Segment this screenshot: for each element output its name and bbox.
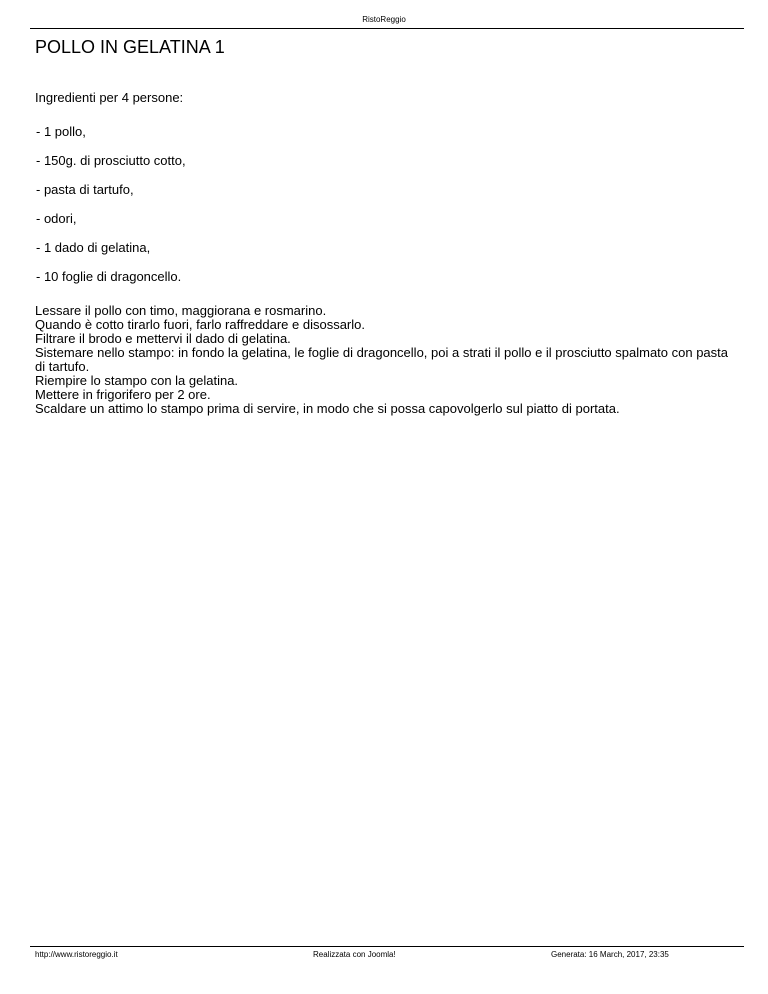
step-line: Mettere in frigorifero per 2 ore. bbox=[35, 387, 211, 402]
ingredients-list bbox=[36, 124, 186, 298]
step-line: Scaldare un attimo lo stampo prima di servire, in modo che si possa capovolgerlo sul piatto di portata. bbox=[35, 401, 620, 416]
footer-site-url: http://www.ristoreggio.it bbox=[35, 950, 118, 959]
footer-divider bbox=[30, 946, 744, 947]
preparation-steps bbox=[35, 304, 740, 416]
ingredient-item: - 10 foglie di dragoncello. bbox=[36, 269, 182, 284]
ingredient-item: - 1 dado di gelatina, bbox=[36, 240, 151, 255]
page-title: POLLO IN GELATINA 1 bbox=[35, 37, 225, 57]
ingredient-item: - pasta di tartufo, bbox=[36, 182, 134, 197]
ingredient-item: - 1 pollo, bbox=[36, 124, 86, 139]
footer-generated-date: Generata: 16 March, 2017, 23:35 bbox=[551, 950, 669, 959]
footer-made-with: Realizzata con Joomla! bbox=[313, 950, 396, 959]
ingredients-intro: Ingredienti per 4 persone: bbox=[35, 90, 184, 105]
ingredient-item: - odori, bbox=[36, 211, 77, 226]
site-name-header: RistoReggio bbox=[362, 15, 406, 24]
step-line: Riempire lo stampo con la gelatina. bbox=[35, 373, 239, 388]
step-line: Lessare il pollo con timo, maggiorana e rosmarino. bbox=[35, 303, 327, 318]
step-line: Sistemare nello stampo: in fondo la gelatina, le foglie di dragoncello, poi a strati il pollo e il prosciutto spalmato con pasta di tartufo. bbox=[35, 345, 729, 374]
header-divider bbox=[30, 28, 744, 29]
step-line: Filtrare il brodo e mettervi il dado di gelatina. bbox=[35, 331, 291, 346]
step-line: Quando è cotto tirarlo fuori, farlo raffreddare e disossarlo. bbox=[35, 317, 365, 332]
ingredient-item: - 150g. di prosciutto cotto, bbox=[36, 153, 186, 168]
